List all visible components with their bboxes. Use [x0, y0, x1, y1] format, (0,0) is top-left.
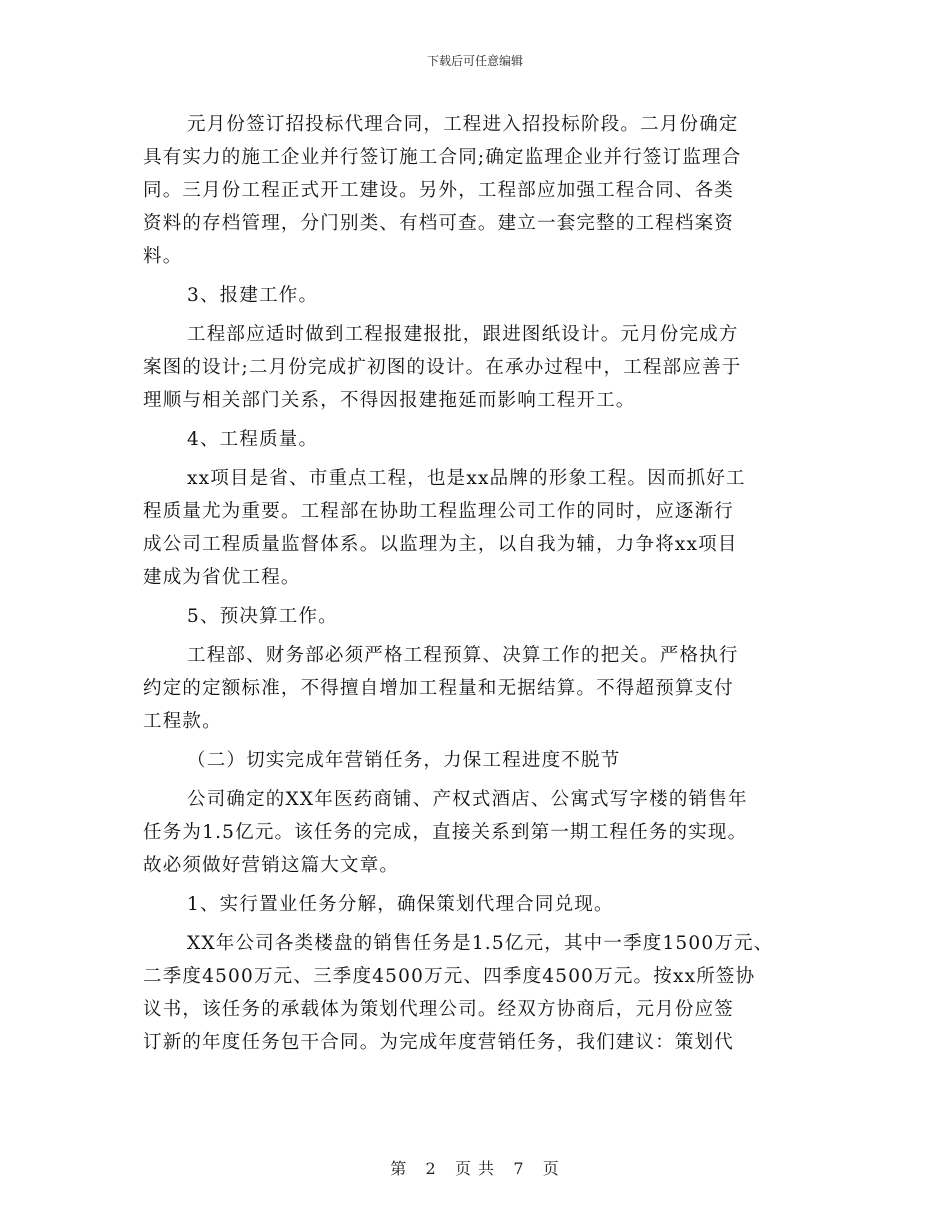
section-heading [143, 423, 807, 456]
page-footer [0, 1156, 950, 1179]
text-line: 工程部应适时做到工程报建报批，跟进图纸设计。元月份完成方 [187, 324, 739, 345]
text-line: 具有实力的施工企业并行签订施工合同;确定监理企业并行签订监理合 [143, 147, 742, 168]
text-line: 成公司工程质量监督体系。以监理为主，以自我为辅，力争将xx项目 [143, 534, 738, 555]
text-line: 公司确定的XX年医药商铺、产权式酒店、公寓式写字楼的销售年 [187, 789, 748, 810]
section-heading [143, 279, 807, 312]
section-heading [143, 600, 807, 633]
text-line: 订新的年度任务包干合同。为完成年度营销任务，我们建议：策划代 [143, 1032, 735, 1053]
section-heading [143, 744, 807, 777]
text-line: 约定的定额标准，不得擅自增加工程量和无据结算。不得超预算支付 [143, 678, 735, 699]
text-line: xx项目是省、市重点工程，也是xx品牌的形象工程。因而抓好工 [187, 468, 746, 489]
section-heading [143, 888, 807, 921]
text-line: 理顺与相关部门关系，不得因报建拖延而影响工程开工。 [143, 390, 636, 411]
text-line: 工程部、财务部必须严格工程预算、决算工作的把关。严格执行 [187, 645, 739, 666]
text-line: 工程款。 [143, 711, 222, 732]
paragraph [143, 783, 807, 882]
page-label-mid: 页 共 [454, 1159, 496, 1178]
text-line: 程质量尤为重要。工程部在协助工程监理公司工作的同时，应逐渐行 [143, 501, 735, 522]
text-line: 3、报建工作。 [187, 285, 319, 306]
text-line: 任务为1.5亿元。该任务的完成，直接关系到第一期工程任务的实现。 [143, 822, 748, 843]
page-label-prefix: 第 [390, 1159, 408, 1178]
paragraph [143, 927, 807, 1059]
text-line: 料。 [143, 246, 183, 267]
page-label-suffix: 页 [542, 1159, 560, 1178]
page-header: 下载后可任意编辑 [426, 54, 523, 68]
paragraph [143, 318, 807, 417]
text-line: 建成为省优工程。 [143, 567, 301, 588]
text-line: XX年公司各类楼盘的销售任务是1.5亿元，其中一季度1500万元、 [187, 933, 774, 954]
paragraph [143, 639, 807, 738]
document-body [143, 108, 807, 1059]
paragraph [143, 108, 807, 273]
text-line: 1、实行置业任务分解，确保策划代理合同兑现。 [187, 894, 614, 915]
text-line: 议书，该任务的承载体为策划代理公司。经双方协商后，元月份应签 [143, 999, 735, 1020]
text-line: 元月份签订招投标代理合同，工程进入招投标阶段。二月份确定 [187, 114, 739, 135]
text-line: 同。三月份工程正式开工建设。另外，工程部应加强工程合同、各类 [143, 180, 735, 201]
text-line: 故必须做好营销这篇大文章。 [143, 855, 400, 876]
text-line: 4、工程质量。 [187, 429, 319, 450]
text-line: 资料的存档管理，分门别类、有档可查。建立一套完整的工程档案资 [143, 213, 735, 234]
text-line: 二季度4500万元、三季度4500万元、四季度4500万元。按xx所签协 [143, 966, 756, 987]
text-line: 案图的设计;二月份完成扩初图的设计。在承办过程中，工程部应善于 [143, 357, 742, 378]
text-line: （二）切实完成年营销任务，力保工程进度不脱节 [187, 750, 621, 771]
text-line: 5、预决算工作。 [187, 606, 338, 627]
paragraph [143, 462, 807, 594]
total-pages-number: 7 [513, 1159, 525, 1178]
current-page-number: 2 [425, 1159, 437, 1178]
